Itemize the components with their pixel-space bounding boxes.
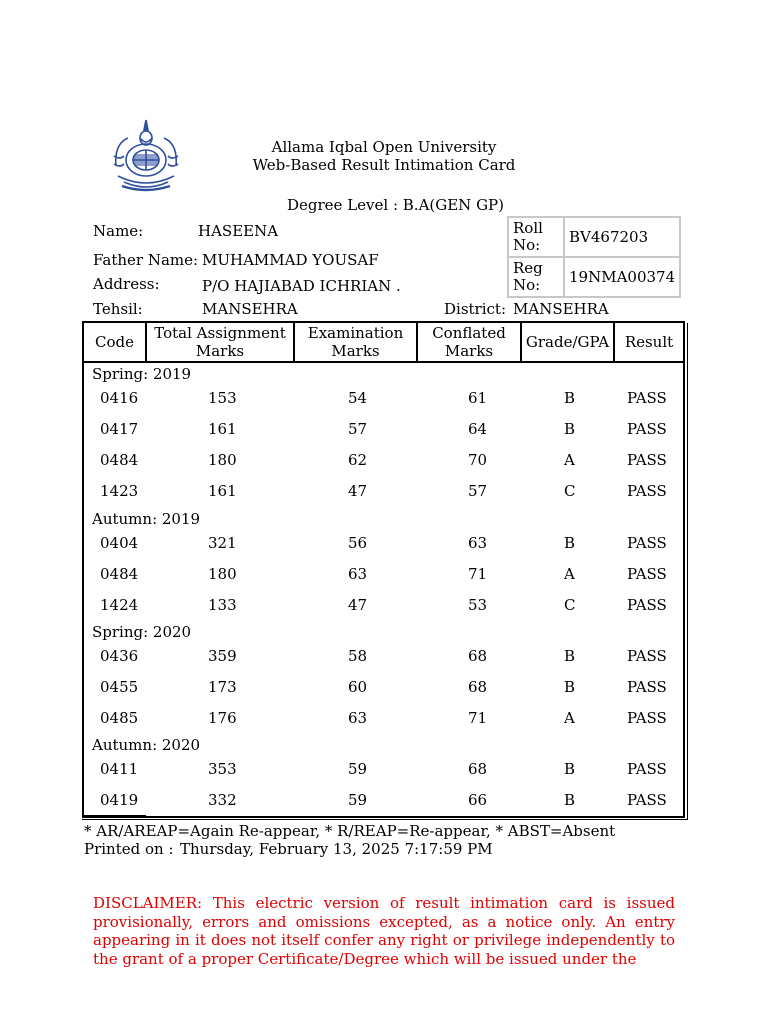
assignment-marks: 321: [208, 534, 237, 552]
course-code: 1424: [100, 596, 139, 614]
exam-marks: 62: [348, 451, 368, 469]
grade: A: [564, 709, 575, 727]
assignment-marks: 161: [208, 420, 237, 438]
result: PASS: [627, 389, 667, 407]
header-total-assignment-marks: Total Assignment Marks: [147, 323, 295, 361]
disclaimer: DISCLAIMER: This electric version of result intimation card is issued provisionally, errors and omissions excepted, as a notice only. An entry appearing in it does not itself confer any right or privilege independently to the grant of a proper Certificate/Degree which will be issued under the: [93, 894, 675, 968]
student-name: HASEENA: [198, 222, 279, 240]
result: PASS: [627, 760, 667, 778]
assignment-marks: 153: [208, 389, 237, 407]
conflated-marks: 68: [468, 760, 488, 778]
conflated-marks: 64: [468, 420, 488, 438]
course-code: 0411: [100, 760, 139, 778]
printed-on-label: Printed on :: [84, 840, 174, 858]
result: PASS: [627, 596, 667, 614]
result: PASS: [627, 534, 667, 552]
conflated-marks: 63: [468, 534, 488, 552]
tehsil-label: Tehsil:: [93, 300, 143, 318]
course-code: 0416: [100, 389, 139, 407]
exam-marks: 63: [348, 709, 368, 727]
exam-marks: 54: [348, 389, 368, 407]
conflated-marks: 70: [468, 451, 488, 469]
exam-marks: 59: [348, 791, 368, 809]
exam-marks: 47: [348, 596, 368, 614]
semester-label: Autumn: 2020: [92, 736, 201, 754]
result: PASS: [627, 791, 667, 809]
father-name-label: Father Name:: [93, 251, 199, 269]
conflated-marks: 68: [468, 678, 488, 696]
grade: B: [564, 647, 576, 665]
assignment-marks: 180: [208, 565, 237, 583]
university-name: Allama Iqbal Open University: [271, 138, 497, 156]
district: MANSEHRA: [513, 300, 609, 318]
conflated-marks: 57: [468, 482, 488, 500]
grade: B: [564, 678, 576, 696]
table-corner-bar: [84, 815, 146, 818]
exam-marks: 57: [348, 420, 368, 438]
conflated-marks: 66: [468, 791, 488, 809]
exam-marks: 63: [348, 565, 368, 583]
assignment-marks: 161: [208, 482, 237, 500]
result: PASS: [627, 451, 667, 469]
table-shadow: [687, 323, 688, 820]
address-label: Address:: [93, 275, 160, 293]
grade: B: [564, 389, 576, 407]
header-code: Code: [84, 323, 147, 361]
course-code: 1423: [100, 482, 139, 500]
course-code: 0484: [100, 565, 139, 583]
course-code: 0485: [100, 709, 139, 727]
grade: C: [564, 596, 576, 614]
exam-marks: 60: [348, 678, 368, 696]
conflated-marks: 71: [468, 565, 488, 583]
result: PASS: [627, 647, 667, 665]
grade: A: [564, 565, 575, 583]
conflated-marks: 61: [468, 389, 488, 407]
result: PASS: [627, 482, 667, 500]
header-grade-gpa: Grade/GPA: [522, 323, 615, 361]
father-name: MUHAMMAD YOUSAF: [202, 251, 379, 269]
name-label: Name:: [93, 222, 144, 240]
semester-label: Spring: 2020: [92, 623, 192, 641]
grade: A: [564, 451, 575, 469]
semester-label: Autumn: 2019: [92, 510, 201, 528]
reg-no: 19NMA00374: [564, 257, 680, 297]
grade: B: [564, 791, 576, 809]
exam-marks: 56: [348, 534, 368, 552]
conflated-marks: 53: [468, 596, 488, 614]
printed-on-value: Thursday, February 13, 2025 7:17:59 PM: [180, 840, 493, 858]
id-box: [507, 216, 681, 298]
card-title: Web-Based Result Intimation Card: [252, 156, 516, 174]
course-code: 0436: [100, 647, 139, 665]
semester-label: Spring: 2019: [92, 365, 192, 383]
table-header: [84, 323, 683, 363]
header-result: Result: [624, 333, 674, 351]
result: PASS: [627, 565, 667, 583]
roll-no-label: Roll No:: [508, 217, 564, 257]
results-table: [82, 321, 685, 818]
grade: B: [564, 534, 576, 552]
header-conflated-marks: Conflated Marks: [418, 323, 522, 361]
result: PASS: [627, 678, 667, 696]
assignment-marks: 359: [208, 647, 237, 665]
course-code: 0484: [100, 451, 139, 469]
result: PASS: [627, 709, 667, 727]
conflated-marks: 71: [468, 709, 488, 727]
exam-marks: 59: [348, 760, 368, 778]
grade: B: [564, 420, 576, 438]
course-code: 0419: [100, 791, 139, 809]
assignment-marks: 332: [208, 791, 237, 809]
header-examination-marks: Examination Marks: [295, 323, 418, 361]
tehsil: MANSEHRA: [202, 300, 298, 318]
legend-note: * AR/AREAP=Again Re-appear, * R/REAP=Re-appear, * ABST=Absent: [84, 822, 616, 840]
assignment-marks: 173: [208, 678, 237, 696]
exam-marks: 47: [348, 482, 368, 500]
roll-no: BV467203: [564, 217, 680, 257]
degree-level: Degree Level : B.A(GEN GP): [287, 196, 505, 214]
course-code: 0455: [100, 678, 139, 696]
grade: B: [564, 760, 576, 778]
assignment-marks: 176: [208, 709, 237, 727]
course-code: 0404: [100, 534, 139, 552]
exam-marks: 58: [348, 647, 368, 665]
reg-no-label: Reg No:: [508, 257, 564, 297]
assignment-marks: 180: [208, 451, 237, 469]
conflated-marks: 68: [468, 647, 488, 665]
district-label: District:: [444, 300, 506, 318]
table-underline: [82, 819, 687, 820]
grade: C: [564, 482, 576, 500]
course-code: 0417: [100, 420, 139, 438]
result: PASS: [627, 420, 667, 438]
assignment-marks: 353: [208, 760, 237, 778]
assignment-marks: 133: [208, 596, 237, 614]
address: P/O HAJIABAD ICHRIAN .: [202, 277, 401, 295]
